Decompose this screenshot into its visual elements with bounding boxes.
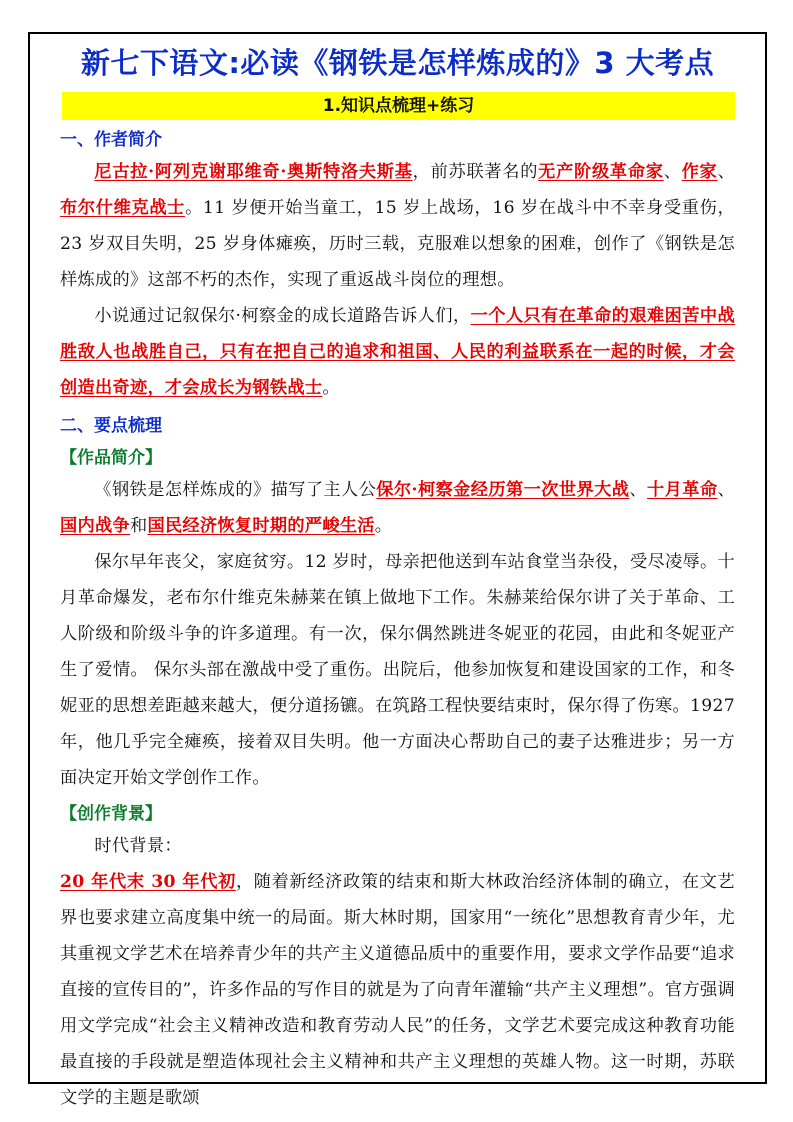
- era-background-label: 时代背景：: [94, 836, 182, 856]
- text: 小说通过记叙保尔·柯察金的成长道路告诉人们，: [94, 306, 471, 326]
- highlight-civil-war: 国内战争: [60, 516, 130, 536]
- text: 、: [629, 480, 647, 500]
- highlight-october-revolution: 十月革命: [647, 480, 718, 500]
- text: 。: [322, 378, 340, 398]
- plot-summary-paragraph: 保尔早年丧父，家庭贫穷。12 岁时，母亲把他送到车站食堂当杂役，受尽凌辱。十月革命爆发，老布尔什维克朱赫莱在镇上做地下工作。朱赫莱给保尔讲了关于革命、工人阶级和阶级斗争的许多道理。有一次，保尔偶然跳进冬妮亚的花园，由此和冬妮亚产生了爱情。 保尔头部在激战中受了重伤。出院后，他参加恢复和建设国家的工作，和冬妮亚的思想差距越来越大，便分道扬镳。在筑路工程快要结束时，保尔得了伤寒。1927 年，他几乎完全瘫痪，接着双目失明。他一方面决心帮助自己的妻子达雅进步；另一方面决定开始文学创作工作。: [60, 552, 735, 788]
- highlight-ww1: 保尔·柯察金经历第一次世界大战: [376, 480, 630, 500]
- highlight-recovery-period: 国民经济恢复时期的严峻生活: [147, 516, 375, 536]
- background-paragraph: [60, 864, 735, 1116]
- section-banner: 1.知识点梳理+练习: [62, 92, 735, 120]
- work-intro-paragraph: [60, 472, 735, 544]
- subheading-work-intro: 【作品简介】: [60, 448, 162, 468]
- text: ，随着新经济政策的结束和斯大林政治经济体制的确立，在文艺界也要求建立高度集中统一的局面。斯大林时期，国家用“一统化”思想教育青少年，尤其重视文学艺术在培养青少年的共产主义道德品质中的重要作用，要求文学作品要“追求直接的宣传目的”，许多作品的写作目的就是为了向青年灌输“共产主义理想”。官方强调用文学完成“社会主义精神改造和教育劳动人民”的任务，文学艺术要完成这种教育功能最直接的手段就是塑造体现社会主义精神和共产主义理想的英雄人物。这一时期，苏联文学的主题是歌颂: [60, 872, 735, 1108]
- heading-author-intro: 一、作者简介: [60, 130, 162, 150]
- period-highlight: 20 年代末 30 年代初: [60, 872, 236, 892]
- role-revolutionary: 无产阶级革命家: [538, 162, 664, 182]
- theme-highlight: 一个人只有在革命的艰难困苦中战胜敌人也战胜自己，只有在把自己的追求和祖国、人民的利益联系在一起的时候，才会创造出奇迹，才会成长为钢铁战士: [60, 306, 735, 398]
- text: 。11 岁便开始当童工，15 岁上战场，16 岁在战斗中不幸身受重伤，23 岁双目失明，25 岁身体瘫痪，历时三载，克服难以想象的困难，创作了《钢铁是怎样炼成的》这部不朽的杰作，实现了重返战斗岗位的理想。: [60, 198, 735, 290]
- text: 和: [129, 516, 148, 536]
- content: [30, 126, 765, 1116]
- page-frame: [28, 32, 767, 1108]
- author-paragraph: [60, 154, 735, 298]
- text: 。: [374, 516, 393, 536]
- text: 、: [717, 162, 735, 182]
- role-writer: 作家: [681, 162, 718, 182]
- role-bolshevik: 布尔什维克战士: [60, 198, 186, 218]
- page-title: 新七下语文:必读《钢铁是怎样炼成的》3 大考点: [80, 46, 715, 80]
- text: 、: [663, 162, 682, 182]
- text: ，前苏联著名的: [412, 162, 539, 182]
- heading-key-points: 二、要点梳理: [60, 416, 162, 436]
- text: 《钢铁是怎样炼成的》描写了主人公: [94, 480, 377, 500]
- author-name: 尼古拉·阿列克谢耶维奇·奥斯特洛夫斯基: [94, 162, 413, 182]
- text: 、: [717, 480, 735, 500]
- theme-paragraph: [60, 298, 735, 406]
- subheading-background: 【创作背景】: [60, 804, 162, 824]
